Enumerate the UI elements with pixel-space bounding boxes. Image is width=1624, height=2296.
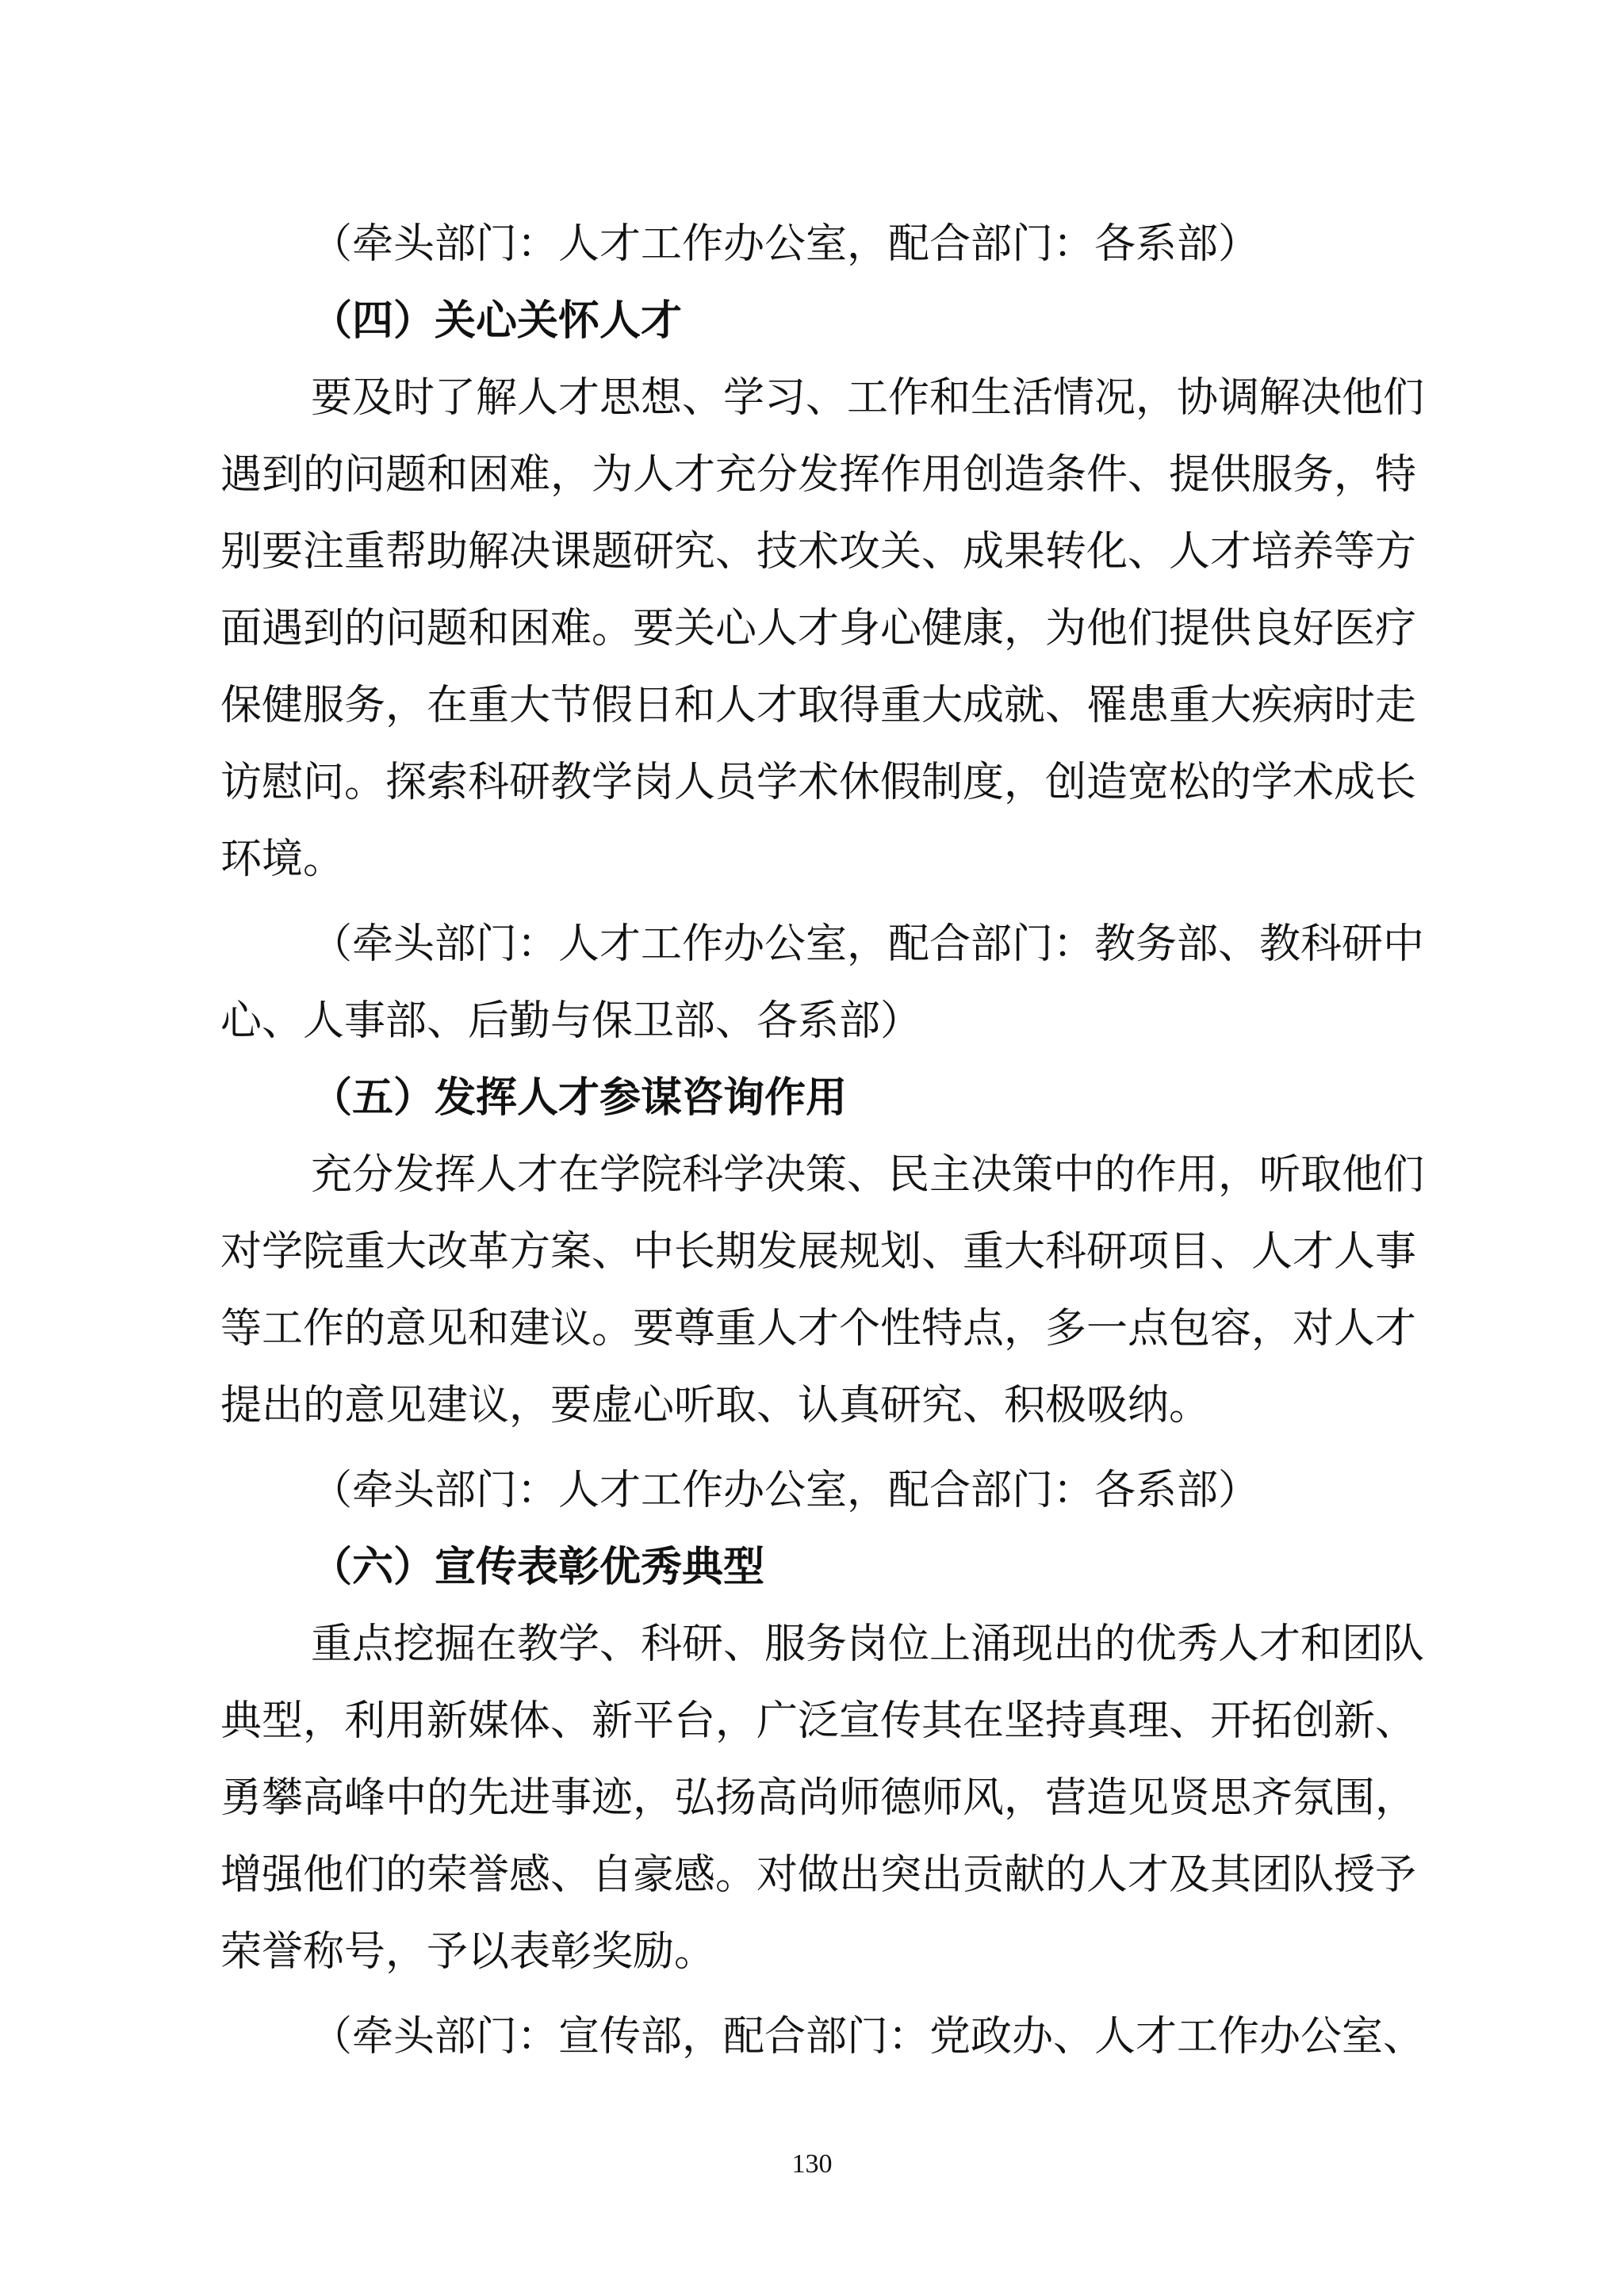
- text-line: 荣誉称号，予以表彰奖励。: [220, 1928, 716, 1976]
- page-number: 130: [791, 2149, 833, 2179]
- text-line: 等工作的意见和建议。要尊重人才个性特点，多一点包容，对人才: [220, 1305, 1417, 1353]
- text-line: 访慰问。探索科研教学岗人员学术休假制度，创造宽松的学术成长: [220, 759, 1417, 806]
- text-line: 增强他们的荣誉感、自豪感。对做出突出贡献的人才及其团队授予: [220, 1851, 1417, 1899]
- text-line: （牵头部门：宣传部，配合部门：党政办、人才工作办公室、: [311, 2013, 1425, 2061]
- text-line: 别要注重帮助解决课题研究、技术攻关、成果转化、人才培养等方: [220, 528, 1417, 576]
- text-line: 环境。: [220, 836, 345, 883]
- text-line: 遇到的问题和困难，为人才充分发挥作用创造条件、提供服务，特: [220, 451, 1417, 499]
- text-line: （牵头部门：人才工作办公室，配合部门：各系部）: [311, 220, 1260, 268]
- text-line: （牵头部门：人才工作办公室，配合部门：教务部、教科研中: [311, 920, 1425, 968]
- section-heading: （四）关心关怀人才: [311, 297, 683, 345]
- text-line: 心、人事部、后勤与保卫部、各系部）: [220, 997, 922, 1045]
- text-line: 勇攀高峰中的先进事迹，弘扬高尚师德师风，营造见贤思齐氛围，: [220, 1774, 1417, 1822]
- text-line: 面遇到的问题和困难。要关心人才身心健康，为他们提供良好医疗: [220, 605, 1417, 652]
- text-line: 提出的意见建议，要虚心听取、认真研究、积极吸纳。: [220, 1382, 1211, 1429]
- section-heading: （五）发挥人才参谋咨询作用: [311, 1074, 848, 1122]
- section-heading: （六）宣传表彰优秀典型: [311, 1544, 765, 1591]
- text-line: 典型，利用新媒体、新平台，广泛宣传其在坚持真理、开拓创新、: [220, 1697, 1417, 1745]
- text-line: 对学院重大改革方案、中长期发展规划、重大科研项目、人才人事: [220, 1228, 1417, 1276]
- text-line: 重点挖掘在教学、科研、服务岗位上涌现出的优秀人才和团队: [311, 1621, 1425, 1668]
- text-line: 充分发挥人才在学院科学决策、民主决策中的作用，听取他们: [311, 1151, 1425, 1199]
- text-line: 要及时了解人才思想、学习、工作和生活情况，协调解决他们: [311, 374, 1425, 422]
- text-line: （牵头部门：人才工作办公室，配合部门：各系部）: [311, 1467, 1260, 1514]
- text-line: 保健服务，在重大节假日和人才取得重大成就、罹患重大疾病时走: [220, 682, 1417, 729]
